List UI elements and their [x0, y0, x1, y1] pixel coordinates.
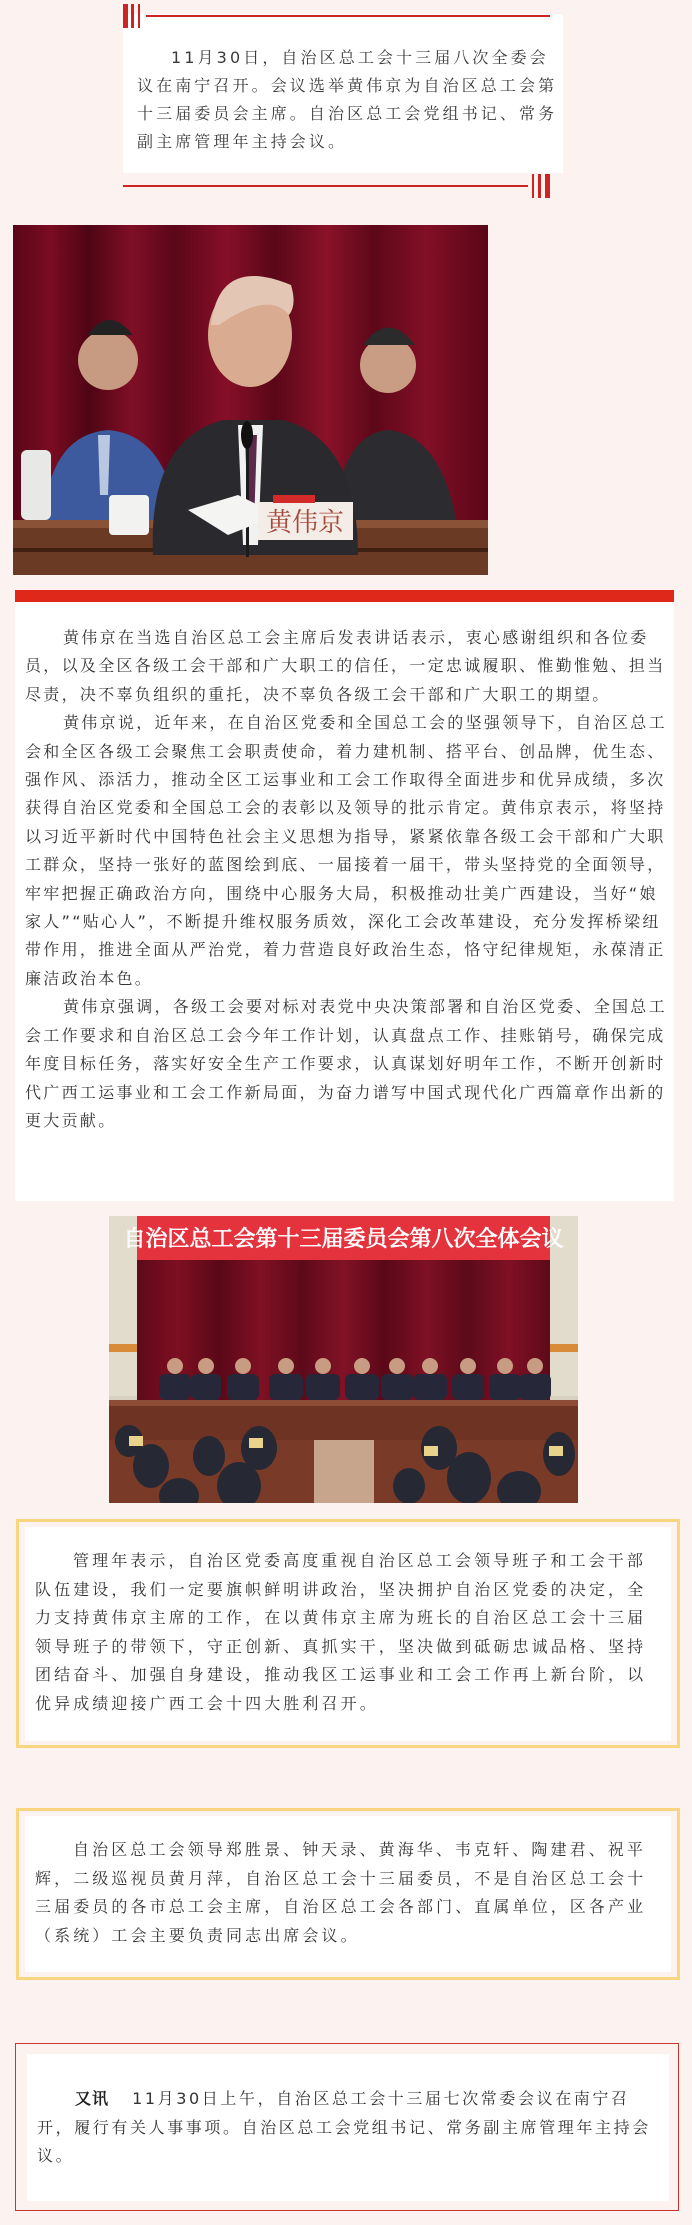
decor-bar-icon — [131, 4, 134, 28]
decor-bar-icon — [123, 4, 128, 28]
decor-bar-icon — [545, 174, 550, 198]
decor-bar-icon — [538, 174, 541, 198]
section-header-bar — [15, 590, 674, 602]
article-paragraph: 黄伟京说，近年来，在自治区党委和全国总工会的坚强领导下，自治区总工会和全区各级工会聚焦工会职责使命，着力建机制、搭平台、创品牌，优生态、强作风、添活力，推动全区工运事业和工会工作取得全面进步和优异成绩，多次获得自治区党委和全国总工会的表彰以及领导的批示肯定。黄伟京表示，将坚持以习近平新时代中国特色社会主义思想为指导，紧紧依靠各级工会干部和广大职工群众，坚持一张好的蓝图绘到底、一届接着一届干，带头坚持党的全面领导，牢牢把握正确政治方向，围绕中心服务大局，积极推动壮美广西建设，当好“娘家人”“贴心人”，不断提升维权服务质效，深化工会改革建设，充分发挥桥梁纽带作用，推进全面从严治党，着力营造良好政治生态，恪守纪律规矩，永葆清正廉洁政治本色。 — [25, 713, 667, 988]
nameplate-text: 黄伟京 — [265, 508, 345, 538]
intro-summary: 11月30日，自治区总工会十三届八次全委会议在南宁召开。会议选举黄伟京为自治区总工会第十三届委员会主席。自治区总工会党组书记、常务副主席管理年主持会议。 — [137, 48, 558, 151]
quote-box-text: 管理年表示，自治区党委高度重视自治区总工会领导班子和工会干部队伍建设，我们一定要旗帜鲜明讲政治，坚决拥护自治区党委的决定，全力支持黄伟京主席的工作，在以黄伟京主席为班长的自治区总工会十三届领导班子的带领下，守正创新、真抓实干，坚决做到砥砺忠诚品格、坚持团结奋斗、加强自身建设，推动我区工运事业和工会工作再上新台阶，以优异成绩迎接广西工会十四大胜利召开。 — [35, 1551, 647, 1713]
decor-bar-icon — [138, 4, 140, 28]
article-body — [25, 624, 671, 1135]
news-brief-text — [37, 2085, 662, 2171]
bottom-divider-line — [123, 185, 528, 187]
decor-bar-icon — [532, 174, 534, 198]
news-brief-body: 11月30日上午，自治区总工会十三届七次常委会议在南宁召开，履行有关人事事项。自治区总工会党组书记、常务副主席管理年主持会议。 — [37, 2089, 651, 2166]
article-paragraph: 黄伟京强调，各级工会要对标对表党中央决策部署和自治区党委、全国总工会工作要求和自治区总工会今年工作计划，认真盘点工作、挂账销号，确保完成年度目标任务，落实好安全生产工作要求，认真谋划好明年工作，不断开创新时代广西工运事业和工会工作新局面，为奋力谱写中国式现代化广西篇章作出新的更大贡献。 — [25, 997, 667, 1130]
news-brief-lead: 又讯 — [75, 2089, 110, 2108]
top-divider-line — [146, 15, 550, 17]
speaker-photo — [13, 225, 488, 575]
article-paragraph: 黄伟京在当选自治区总工会主席后发表讲话表示，衷心感谢组织和各位委员，以及全区各级工会干部和广大职工的信任，一定忠诚履职、惟勤惟勉、担当尽责，决不辜负组织的重托，决不辜负各级工会干部和广大职工的期望。 — [25, 628, 666, 704]
banner-text: 自治区总工会第十三届委员会第八次全体会议 — [123, 1227, 564, 1252]
attendees-text: 自治区总工会领导郑胜景、钟天录、黄海华、韦克轩、陶建君、祝平辉，二级巡视员黄月萍，自治区总工会十三届委员，不是自治区总工会十三届委员的各市总工会主席，自治区总工会各部门、直属单位，区各产业（系统）工会主要负责同志出席会议。 — [35, 1840, 647, 1945]
meeting-hall-photo — [109, 1216, 578, 1503]
